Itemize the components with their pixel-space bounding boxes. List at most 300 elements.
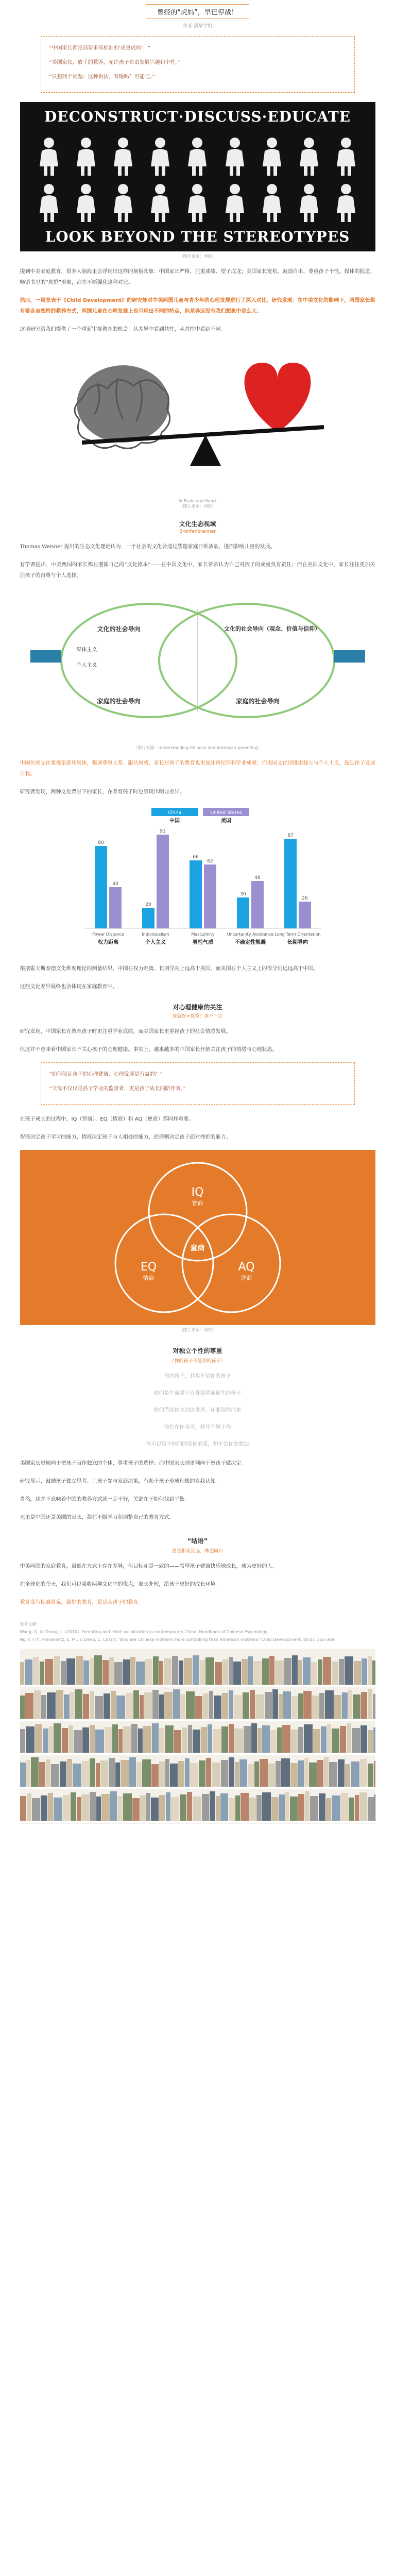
book-spine [208, 1724, 212, 1753]
book-spine [166, 1792, 170, 1821]
diagram-left-bottom: 家庭的社会导向 [97, 698, 141, 705]
book-spine [51, 1764, 59, 1787]
bar [237, 897, 249, 928]
book-spine [159, 1761, 165, 1787]
book-spine [142, 1759, 151, 1787]
book-spine [368, 1656, 372, 1685]
brain-caption-source: （图片来源：网络） [179, 504, 216, 509]
highlight-text: 中国传统文化重视家庭和集体，强调尊重长辈、服从权威，家长对孩子的教育也更加注重纪律和学业成就；而美国文化则推崇独立与个人主义，鼓励孩子发展自我。 [20, 760, 375, 777]
book-spine [20, 1762, 26, 1787]
data-label: 26 [301, 896, 308, 901]
book-spine [40, 1662, 44, 1685]
book-spine [353, 1694, 360, 1719]
book-spine [105, 1727, 112, 1753]
book-spine [345, 1656, 353, 1685]
book-spine [373, 1727, 375, 1753]
iq-eq-aq-venn [20, 1150, 375, 1325]
book-spine [195, 1696, 202, 1719]
book-spine [159, 1728, 164, 1753]
hero-caption: （图片来源：网络） [179, 254, 216, 259]
book-spine [35, 1724, 42, 1753]
paragraph: 中美两国的家庭教育，虽然在方式上存在差异，但目标却是一致的——希望孩子健康快乐地成长，成为更好的人。 [20, 1564, 278, 1569]
legend-label: China [167, 810, 181, 816]
tick-label: Uncertainty Avoidance [227, 932, 273, 937]
book-spine [190, 1763, 198, 1787]
book-spine [140, 1695, 144, 1719]
hero-bottom-text: LOOK BEYOND THE STEREOTYPES [45, 228, 350, 245]
section-title: 文化生态视域 [179, 520, 216, 528]
paragraph: 在全球化的今天，我们可以吸收两种文化中的优点，取长补短，给孩子更好的成长环境。 [20, 1582, 221, 1587]
bar [204, 865, 216, 928]
data-label: 80 [97, 840, 104, 845]
legend-label-cn: 美国 [220, 818, 231, 824]
book-spine [129, 1757, 136, 1787]
intro-quote-box [41, 36, 355, 93]
section-title: 对心理健康的关注 [173, 1004, 222, 1011]
book-spine [351, 1761, 359, 1787]
diagram-left-item: 集体主义 [76, 647, 97, 653]
book-spine [311, 1662, 317, 1685]
book-spine [262, 1658, 269, 1685]
data-label: 40 [112, 882, 118, 887]
book-spine [291, 1696, 298, 1719]
venn-aq-en: AQ [238, 1261, 255, 1274]
book-spine [298, 1660, 302, 1685]
book-spine [243, 1692, 249, 1719]
poem-block [20, 1371, 375, 1450]
book-spine [221, 1760, 228, 1787]
book-spine [61, 1661, 66, 1685]
book-spine [298, 1794, 304, 1821]
stereotype-figure-icon [290, 133, 328, 179]
book-spine [202, 1794, 209, 1821]
brain-caption [20, 499, 375, 509]
book-spine [235, 1762, 239, 1787]
book-spine [131, 1724, 138, 1753]
bar-chart-svg [64, 805, 332, 959]
book-spine [303, 1657, 311, 1685]
book-spine [206, 1758, 211, 1787]
book-spine [359, 1792, 367, 1821]
book-spine [26, 1726, 35, 1753]
venn-eq-cn: 情商 [143, 1275, 154, 1281]
book-spine [33, 1657, 39, 1685]
stereotype-figure-icon [179, 179, 216, 226]
book-spine [164, 1658, 171, 1685]
hero-top-text: DECONSTRUCT·DISCUSS·EDUCATE [44, 108, 351, 125]
book-spine [45, 1659, 53, 1685]
tick-label: Power Distance [92, 932, 124, 937]
quote-line: “如何保证孩子的心理健康、心理发展是有益的？” [49, 1072, 163, 1077]
book-spine [317, 1760, 323, 1787]
shelf-board [20, 1821, 375, 1823]
reference-item: Ng, F. F.-Y., Pomerantz, E. M., & Deng, C. (2014). Why are Chinese mothers more controlling than American mothers? Child Development, 85(1), 355-369. [20, 1637, 336, 1642]
book-spine [244, 1726, 251, 1753]
book-spine [104, 1693, 110, 1719]
venn-aq-cn: 逆商 [241, 1275, 252, 1281]
library-photo [20, 1649, 375, 1824]
book-spine [82, 1727, 89, 1753]
paragraph: 研究者发现，两种文化背景下的家长，在养育孩子时也呈现出明显差异。 [20, 789, 185, 795]
data-label: 66 [192, 855, 199, 860]
bar [142, 908, 154, 928]
book-spine [54, 1798, 62, 1821]
book-spine [112, 1724, 118, 1753]
book-spine [66, 1658, 75, 1685]
bar [284, 839, 297, 928]
book-spine [26, 1760, 30, 1787]
book-spine [152, 1690, 159, 1719]
book-spine [262, 1725, 270, 1753]
poem-line: 他们借助你来到这世界，却非因你而来 [153, 1408, 242, 1413]
book-spine [290, 1797, 298, 1821]
bar [109, 887, 122, 928]
book-spine [159, 1661, 163, 1685]
book-spine [200, 1660, 205, 1685]
poem-line: 他们在你身旁，却并不属于你 [164, 1425, 231, 1430]
book-spine [229, 1690, 233, 1719]
shelf-board [20, 1787, 375, 1789]
book-spine [203, 1693, 209, 1719]
book-spine [145, 1659, 152, 1685]
book-spine [215, 1662, 222, 1685]
section-title: “结语” [187, 1537, 208, 1545]
book-spine [241, 1793, 249, 1821]
paragraph: 提到中美家庭教育，很多人脑海里会浮现出这样的刻板印象：中国家长严格、注重成绩、望子成龙；美国家长宽松、鼓励自由、尊重孩子个性。媒体的报道、畅销书里的“虎妈”形象，都在不断强化这种对比。 [20, 269, 375, 285]
book-spine [64, 1694, 70, 1719]
book-spine [68, 1725, 73, 1753]
book-spine [374, 1761, 375, 1787]
book-spine [81, 1794, 89, 1821]
book-spine [115, 1762, 120, 1787]
book-spine [275, 1660, 284, 1685]
book-spine [136, 1762, 142, 1787]
book-spine [321, 1726, 327, 1753]
book-spine [332, 1795, 340, 1821]
stereotype-figure-icon [105, 179, 142, 226]
book-spine [49, 1726, 53, 1753]
reference-item: Wang, Q. & Chang, L. (2010). Parenting and child socialization in contemporary China. Handbook of Chinese Psychology. [20, 1630, 268, 1634]
book-spine [269, 1656, 274, 1685]
shelf-board [20, 1685, 375, 1687]
book-spine [152, 1723, 159, 1753]
book-spine [242, 1659, 248, 1685]
book-spine [90, 1792, 96, 1821]
diagram-right-title: 文化的社会导向（观念、价值与信仰） [224, 625, 320, 632]
book-spine [132, 1798, 140, 1821]
paragraph [20, 1597, 375, 1608]
book-spine [319, 1793, 325, 1821]
book-spine [262, 1792, 271, 1821]
highlight-text: 然而，一篇发表于《Child Development》的研究却对中美两国儿童与青少年的心理发展进行了深入对比，研究发现：在中美文化的影响下，两国家长都有着各自独特的教养方式，两国儿童在心理发展上也呈现出不同的特点，但差异远没有我们想象中那么大。 [20, 298, 375, 314]
book-spine [96, 1763, 100, 1787]
book-spine [133, 1690, 139, 1719]
diagram-left-item: 个人主义 [76, 663, 97, 668]
book-spine [329, 1762, 337, 1787]
book-spine [214, 1696, 221, 1719]
tick-label-cn: 权力距离 [97, 940, 118, 945]
book-spine [209, 1691, 213, 1719]
book-spine [298, 1693, 303, 1719]
stereotype-figure-icon [290, 179, 328, 226]
book-spine [372, 1660, 375, 1685]
bookshelf-row [20, 1756, 375, 1787]
legend-label-cn: 中国 [169, 818, 180, 824]
stereotype-figure-icon [253, 179, 290, 226]
bookshelf-row [20, 1688, 375, 1719]
paragraph: Thomas Weisner 提出的生态文化理论认为，一个社会的文化会通过塑造家庭日常活动，进而影响儿童的发展。 [20, 544, 276, 550]
brain-caption-title: Id Brain and Heart [178, 499, 217, 503]
book-spine [332, 1662, 338, 1685]
book-spine [282, 1725, 290, 1753]
book-spine [212, 1762, 220, 1787]
book-spine [100, 1760, 108, 1787]
bar [157, 835, 169, 928]
section-subtitle: Bronfenbrenner [179, 529, 216, 534]
book-spine [339, 1659, 344, 1685]
book-spine [75, 1689, 82, 1719]
intro-quote-line: “只想问个问题：这种看法，有错吗？可能吧。” [49, 74, 155, 80]
book-spine [34, 1690, 41, 1719]
seesaw-fulcrum [190, 435, 221, 466]
bar [190, 860, 202, 928]
venn-iq-cn: 智商 [192, 1200, 203, 1207]
book-spine [109, 1657, 114, 1685]
book-spine [90, 1691, 94, 1719]
stereotype-figure-icon [67, 133, 105, 179]
book-spine [90, 1758, 95, 1787]
book-spine [110, 1791, 117, 1821]
book-spine [144, 1692, 152, 1719]
book-spine [63, 1795, 70, 1821]
book-spine [82, 1761, 89, 1787]
tick-label: Long Term Orientation [274, 932, 320, 937]
book-spine [281, 1758, 290, 1787]
stereotype-figure-icon [179, 133, 216, 179]
book-spine [165, 1759, 169, 1787]
culture-diagram-svg [20, 588, 375, 743]
book-spine [229, 1757, 234, 1787]
book-spine [170, 1764, 178, 1787]
stereotype-figure-icon [216, 179, 253, 226]
book-spine [255, 1694, 264, 1719]
book-spine [140, 1795, 146, 1821]
poem-line: 你可以给予他们的是你的爱，却不是你的想法 [146, 1442, 249, 1447]
stereotype-figure-icon [67, 179, 105, 226]
book-spine [327, 1724, 331, 1753]
book-spine [201, 1727, 207, 1753]
bookshelf-row [20, 1654, 375, 1685]
book-spine [136, 1662, 145, 1685]
book-spine [114, 1662, 123, 1685]
book-spine [222, 1693, 228, 1719]
book-spine [257, 1728, 262, 1753]
book-spine [248, 1764, 254, 1787]
book-spine [235, 1795, 240, 1821]
paragraph [20, 758, 375, 779]
book-spine [205, 1657, 214, 1685]
book-spine [48, 1793, 53, 1821]
book-spine [360, 1725, 367, 1753]
book-spine [347, 1723, 351, 1753]
book-spine [146, 1793, 150, 1821]
book-spine [41, 1795, 47, 1821]
book-spine [345, 1764, 350, 1787]
book-spine [349, 1798, 354, 1821]
data-label: 46 [254, 875, 261, 880]
book-spine [54, 1723, 61, 1753]
book-spine [109, 1758, 115, 1787]
book-spine [213, 1729, 221, 1753]
book-spine [90, 1725, 95, 1753]
poem-line: 你的孩子，其实不是你的孩子 [164, 1374, 231, 1379]
article-byline: 作者 清华学姐 [183, 24, 212, 29]
book-spine [234, 1728, 243, 1753]
book-spine [121, 1760, 129, 1787]
book-spine [143, 1726, 151, 1753]
book-spine [193, 1730, 200, 1753]
book-spine [56, 1690, 63, 1719]
book-spine [39, 1762, 45, 1787]
section-subtitle: 成就好=优秀？真不一定 [172, 1014, 223, 1019]
book-spine [368, 1764, 373, 1787]
book-spine [309, 1762, 317, 1787]
book-spine [95, 1696, 103, 1719]
book-spine [27, 1793, 31, 1821]
book-spine [368, 1730, 373, 1753]
book-spine [90, 1658, 94, 1685]
book-spine [20, 1662, 24, 1685]
book-spine [292, 1655, 298, 1685]
section-title: 对独立个性的尊重 [173, 1347, 222, 1354]
book-spine [186, 1691, 195, 1719]
book-spine [270, 1730, 277, 1753]
book-spine [20, 1729, 25, 1753]
book-spine [20, 1696, 25, 1719]
book-spine [352, 1728, 360, 1753]
book-spine [250, 1690, 255, 1719]
book-spine [277, 1727, 282, 1753]
data-label: 30 [239, 892, 246, 897]
highlight-text: 教育没有标准答案，最好的教育，是适合孩子的教育。 [20, 1600, 144, 1605]
book-spine [116, 1696, 125, 1719]
book-spine [249, 1798, 256, 1821]
stereotype-hero-image [20, 102, 375, 251]
tick-label: Individualism [141, 932, 169, 937]
book-spine [180, 1794, 186, 1821]
stereotype-figures [30, 133, 365, 226]
paragraph: 但这并不意味着中国家长不关心孩子的心理健康。事实上，越来越多的中国家长开始关注孩子的情绪与心理状态。 [20, 1047, 278, 1053]
bar [95, 846, 107, 928]
book-spine [326, 1798, 331, 1821]
book-spine [265, 1692, 272, 1719]
book-spine [83, 1694, 89, 1719]
tick-label-cn: 不确定性规避 [234, 940, 266, 945]
book-spine [159, 1795, 165, 1821]
book-spine [151, 1764, 159, 1787]
venn-caption: （图片来源：网络） [179, 1328, 216, 1332]
book-spine [313, 1729, 320, 1753]
venn-aq [231, 1261, 262, 1282]
bookshelf-row [20, 1722, 375, 1753]
book-spine [31, 1757, 39, 1787]
book-spine [233, 1662, 241, 1685]
stereotype-figure-icon [216, 133, 253, 179]
book-spine [268, 1764, 275, 1787]
book-spine [298, 1760, 304, 1787]
shelf-board [20, 1753, 375, 1755]
paragraph: 无论是中国还是美国的家长，都在不断学习和调整自己的教育方式。 [20, 1515, 175, 1520]
book-spine [101, 1794, 110, 1821]
book-spine [338, 1759, 345, 1787]
book-spine [342, 1692, 348, 1719]
book-spine [20, 1796, 26, 1821]
book-spine [229, 1798, 235, 1821]
section-subtitle: 总是相差甚远，殊途同归 [171, 1549, 223, 1554]
heart-icon [244, 363, 311, 432]
book-spine [368, 1797, 374, 1821]
book-spine [374, 1794, 375, 1821]
book-spine [229, 1724, 234, 1753]
book-spine [111, 1691, 116, 1719]
book-spine [172, 1656, 178, 1685]
book-spine [304, 1724, 313, 1753]
book-spine [248, 1656, 253, 1685]
intro-quote-line: “美国家长，放手的教养，允许孩子自由发展兴趣和个性。” [49, 60, 181, 65]
intro-quote-line: “中国家长都是高要求高标准的‘虎爸虎妈’！” [49, 45, 151, 51]
book-spine [325, 1690, 334, 1719]
book-spine [60, 1761, 66, 1787]
diagram-caption: （图片来源：Understanding Chinese and American parenting） [133, 745, 262, 750]
book-spine [171, 1797, 179, 1821]
book-spine [318, 1659, 322, 1685]
book-spine [199, 1760, 205, 1787]
book-spine [216, 1796, 220, 1821]
book-spine [178, 1761, 184, 1787]
book-spine [260, 1759, 268, 1787]
book-spine [361, 1692, 367, 1719]
data-label: 91 [159, 829, 166, 834]
book-spine [285, 1792, 289, 1821]
references [20, 1620, 375, 1643]
paragraph: 研究显示，鼓励孩子独立思考、让孩子参与家庭决策，有助于孩子形成积极的自我认知。 [20, 1479, 221, 1484]
tick-label-cn: 长期导向 [287, 940, 308, 945]
stereotype-figure-icon [30, 179, 67, 226]
book-spine [340, 1726, 346, 1753]
book-spine [222, 1659, 228, 1685]
book-spine [271, 1797, 279, 1821]
book-spine [362, 1658, 367, 1685]
book-spine [182, 1727, 187, 1753]
book-spine [239, 1759, 247, 1787]
book-spine [303, 1691, 312, 1719]
book-spine [220, 1793, 228, 1821]
stereotype-figure-icon [105, 133, 142, 179]
book-spine [305, 1791, 310, 1821]
book-spine [360, 1759, 367, 1787]
book-spine [83, 1660, 89, 1685]
book-spine [354, 1661, 361, 1685]
book-spine [25, 1659, 32, 1685]
data-label: 87 [287, 833, 294, 838]
stereotype-figure-icon [30, 133, 67, 179]
book-spine [279, 1694, 283, 1719]
book-spine [54, 1656, 60, 1685]
stereotype-figure-icon [328, 133, 365, 179]
legend-label: United States [210, 810, 242, 816]
book-spine [193, 1797, 201, 1821]
book-spine [253, 1661, 262, 1685]
